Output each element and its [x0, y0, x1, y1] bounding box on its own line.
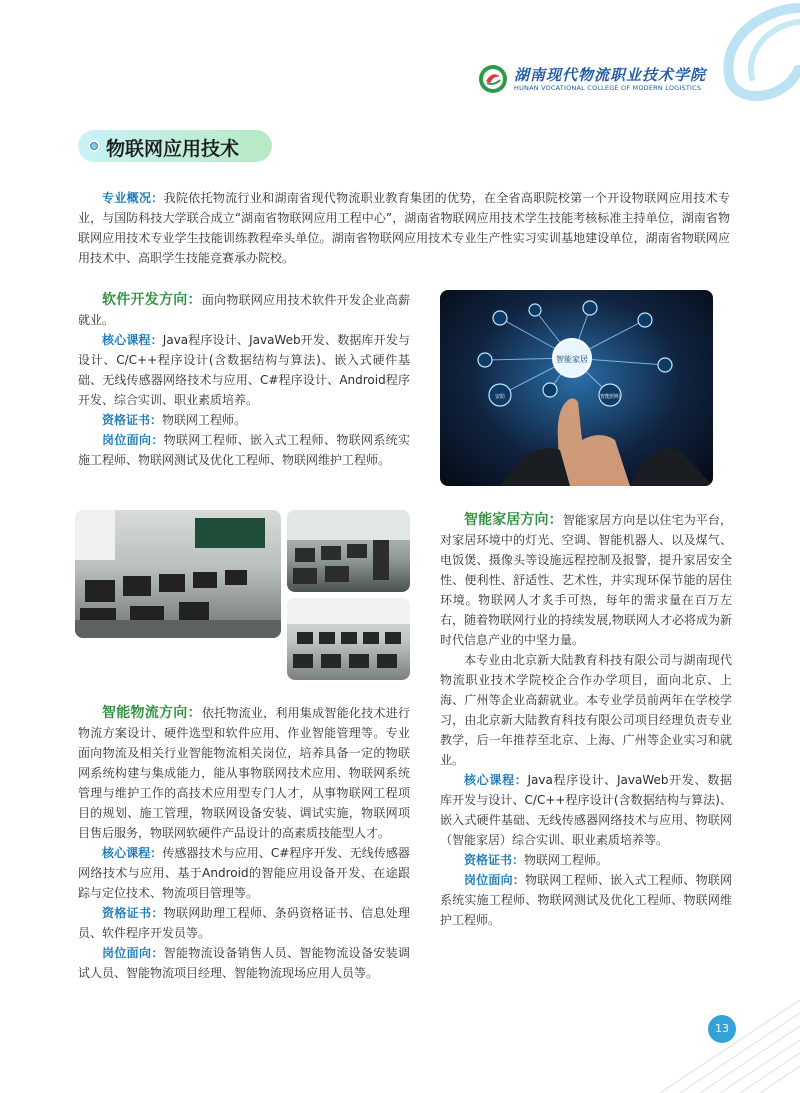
software-cert-label: 资格证书：: [102, 413, 163, 427]
logistics-jobs-label: 岗位面向：: [102, 946, 164, 960]
software-title: 软件开发方向：: [102, 292, 202, 308]
classroom-lab-illustration: [287, 598, 410, 680]
smart-home-cert-text: 物联网工程师。: [524, 853, 609, 867]
logistics-title: 智能物流方向：: [102, 705, 202, 721]
smart-home-courses: [440, 770, 732, 850]
logistics-cert-label: 资格证书：: [102, 906, 164, 920]
smart-home-jobs-text: 物联网工程师、嵌入式工程师、物联网系统实施工程师、物联网测试及优化工程师、物联网维护工程师。: [440, 873, 732, 927]
college-header: [478, 62, 728, 96]
logistics-cert: [78, 903, 410, 943]
page-number: 13: [708, 1015, 736, 1043]
classroom-lab-photo: [287, 598, 410, 680]
bullet-dot-icon: [88, 140, 100, 152]
logistics-courses: [78, 843, 410, 903]
server-room-photo: [287, 510, 410, 592]
overview-paragraph: [78, 188, 730, 268]
smart-home-courses-label: 核心课程：: [464, 773, 528, 787]
smart-home-cert-label: 资格证书：: [464, 853, 525, 867]
software-jobs: [78, 430, 410, 470]
smart-home-cert: [440, 850, 732, 870]
smart-home-intro: [440, 510, 732, 650]
smart-home-courses-text: Java程序设计、JavaWeb开发、数据库开发与设计、C/C++程序设计(含数据结构与算法)、嵌入式硬件基础、无线传感器网络技术与应用、物联网（智能家居）综合实训、职业素质培养等。: [440, 773, 732, 847]
college-emblem-icon: [478, 64, 508, 94]
section-title-pill: [78, 130, 272, 162]
software-intro: [78, 290, 410, 330]
iot-smart-home-photo: [440, 290, 713, 486]
server-room-illustration: [287, 510, 410, 592]
software-courses-label: 核心课程：: [102, 333, 163, 347]
overview-label: 专业概况：: [102, 191, 164, 205]
software-cert-text: 物联网工程师。: [162, 413, 247, 427]
smart-home-jobs-label: 岗位面向：: [464, 873, 525, 887]
college-name-cn: 湖南现代物流职业技术学院: [514, 66, 707, 84]
computer-lab-illustration: [75, 510, 281, 638]
logistics-cert-text: 物联网助理工程师、条码资格证书、信息处理员、软件程序开发员等。: [78, 906, 410, 940]
software-courses-text: Java程序设计、JavaWeb开发、数据库开发与设计、C/C++程序设计(含数据结构与算法)、嵌入式硬件基础、无线传感器网络技术与应用、C#程序设计、Android程序开发、综合实训、职业素质培养。: [78, 333, 410, 407]
smart-home-jobs: [440, 870, 732, 930]
iot-hub-label: 智能家居: [556, 355, 588, 364]
software-courses: [78, 330, 410, 410]
software-jobs-label: 岗位面向：: [102, 433, 164, 447]
logistics-intro: [78, 703, 410, 843]
pointing-hand-icon: [558, 398, 630, 486]
smart-home-title: 智能家居方向：: [464, 512, 563, 528]
corner-decoration-icon: [660, 1000, 800, 1093]
iot-node-label: 安防: [494, 394, 506, 400]
college-name-en: HUNAN VOCATIONAL COLLEGE OF MODERN LOGISTICS: [514, 84, 702, 92]
logistics-section: [78, 703, 410, 983]
smart-home-partner: 本专业由北京新大陆教育科技有限公司与湖南现代物流职业技术学院校企合作办学项目，面向北京、上海、广州等企业高薪就业。本专业学员前两年在学校学习，由北京新大陆教育科技有限公司项目经理负责专业教学，后一年推荐至北京、上海、广州等企业实习和就业。: [440, 653, 732, 767]
software-section: [78, 290, 410, 470]
software-cert: [78, 410, 410, 430]
smart-home-section: [440, 510, 732, 930]
logistics-courses-text: 传感器技术与应用、C#程序开发、无线传感器网络技术与应用、基于Android的智能应用设备开发、在途跟踪与定位技术、物流项目管理等。: [78, 846, 410, 900]
logistics-intro-text: 依托物流业，利用集成智能化技术进行物流方案设计、硬件选型和软件应用、作业智能管理等。专业面向物流及相关行业智能物流相关岗位，培养具备一定的物联网系统构建与集成能力，能从事物联网技术应用、物联网系统管理与维护工作的高技术应用型专门人才，从事物联网工程项目的规划、施工管理，物联网设备安装、调试实施，物联网项目售后服务，物联网软硬件产品设计的高素质技能型人才。: [78, 706, 410, 840]
software-jobs-text: 物联网工程师、嵌入式工程师、物联网系统实施工程师、物联网测试及优化工程师、物联网维护工程师。: [78, 433, 410, 467]
smart-home-intro-text: 智能家居方向是以住宅为平台，对家居环境中的灯光、空调、智能机器人、以及煤气、电饭煲、摄像头等设施远程控制及报警，提升家居安全性、便利性、舒适性、艺术性，并实现环保节能的居住环境。物联网人才炙手可热，每年的需求量在百万左右，随着物联网行业的持续发展,物联网人才必将成为新时代信息产业的中坚力量。: [440, 513, 732, 647]
iot-network-illustration: [440, 290, 713, 486]
logistics-jobs: [78, 943, 410, 983]
logistics-jobs-text: 智能物流设备销售人员、智能物流设备安装调试人员、智能物流项目经理、智能物流现场应用人员等。: [78, 946, 410, 980]
logistics-courses-label: 核心课程：: [102, 846, 163, 860]
computer-lab-photo: [75, 510, 281, 638]
section-title: 物联网应用技术: [106, 138, 240, 160]
iot-node-label: 智能照明: [599, 394, 621, 400]
overview-text: 我院依托物流行业和湖南省现代物流职业教育集团的优势，在全省高职院校第一个开设物联网应用技术专业，与国防科技大学联合成立“湖南省物联网应用工程中心”，湖南省物联网应用技术学生技能考核标准主持单位，湖南省物联网应用技术专业学生技能训练教程牵头单位。湖南省物联网应用技术专业生产性实习实训基地建设单位，湖南省物联网应用技术中、高职学生技能竞赛承办院校。: [78, 191, 730, 265]
software-intro-text: 面向物联网应用技术软件开发企业高薪就业。: [78, 293, 410, 327]
